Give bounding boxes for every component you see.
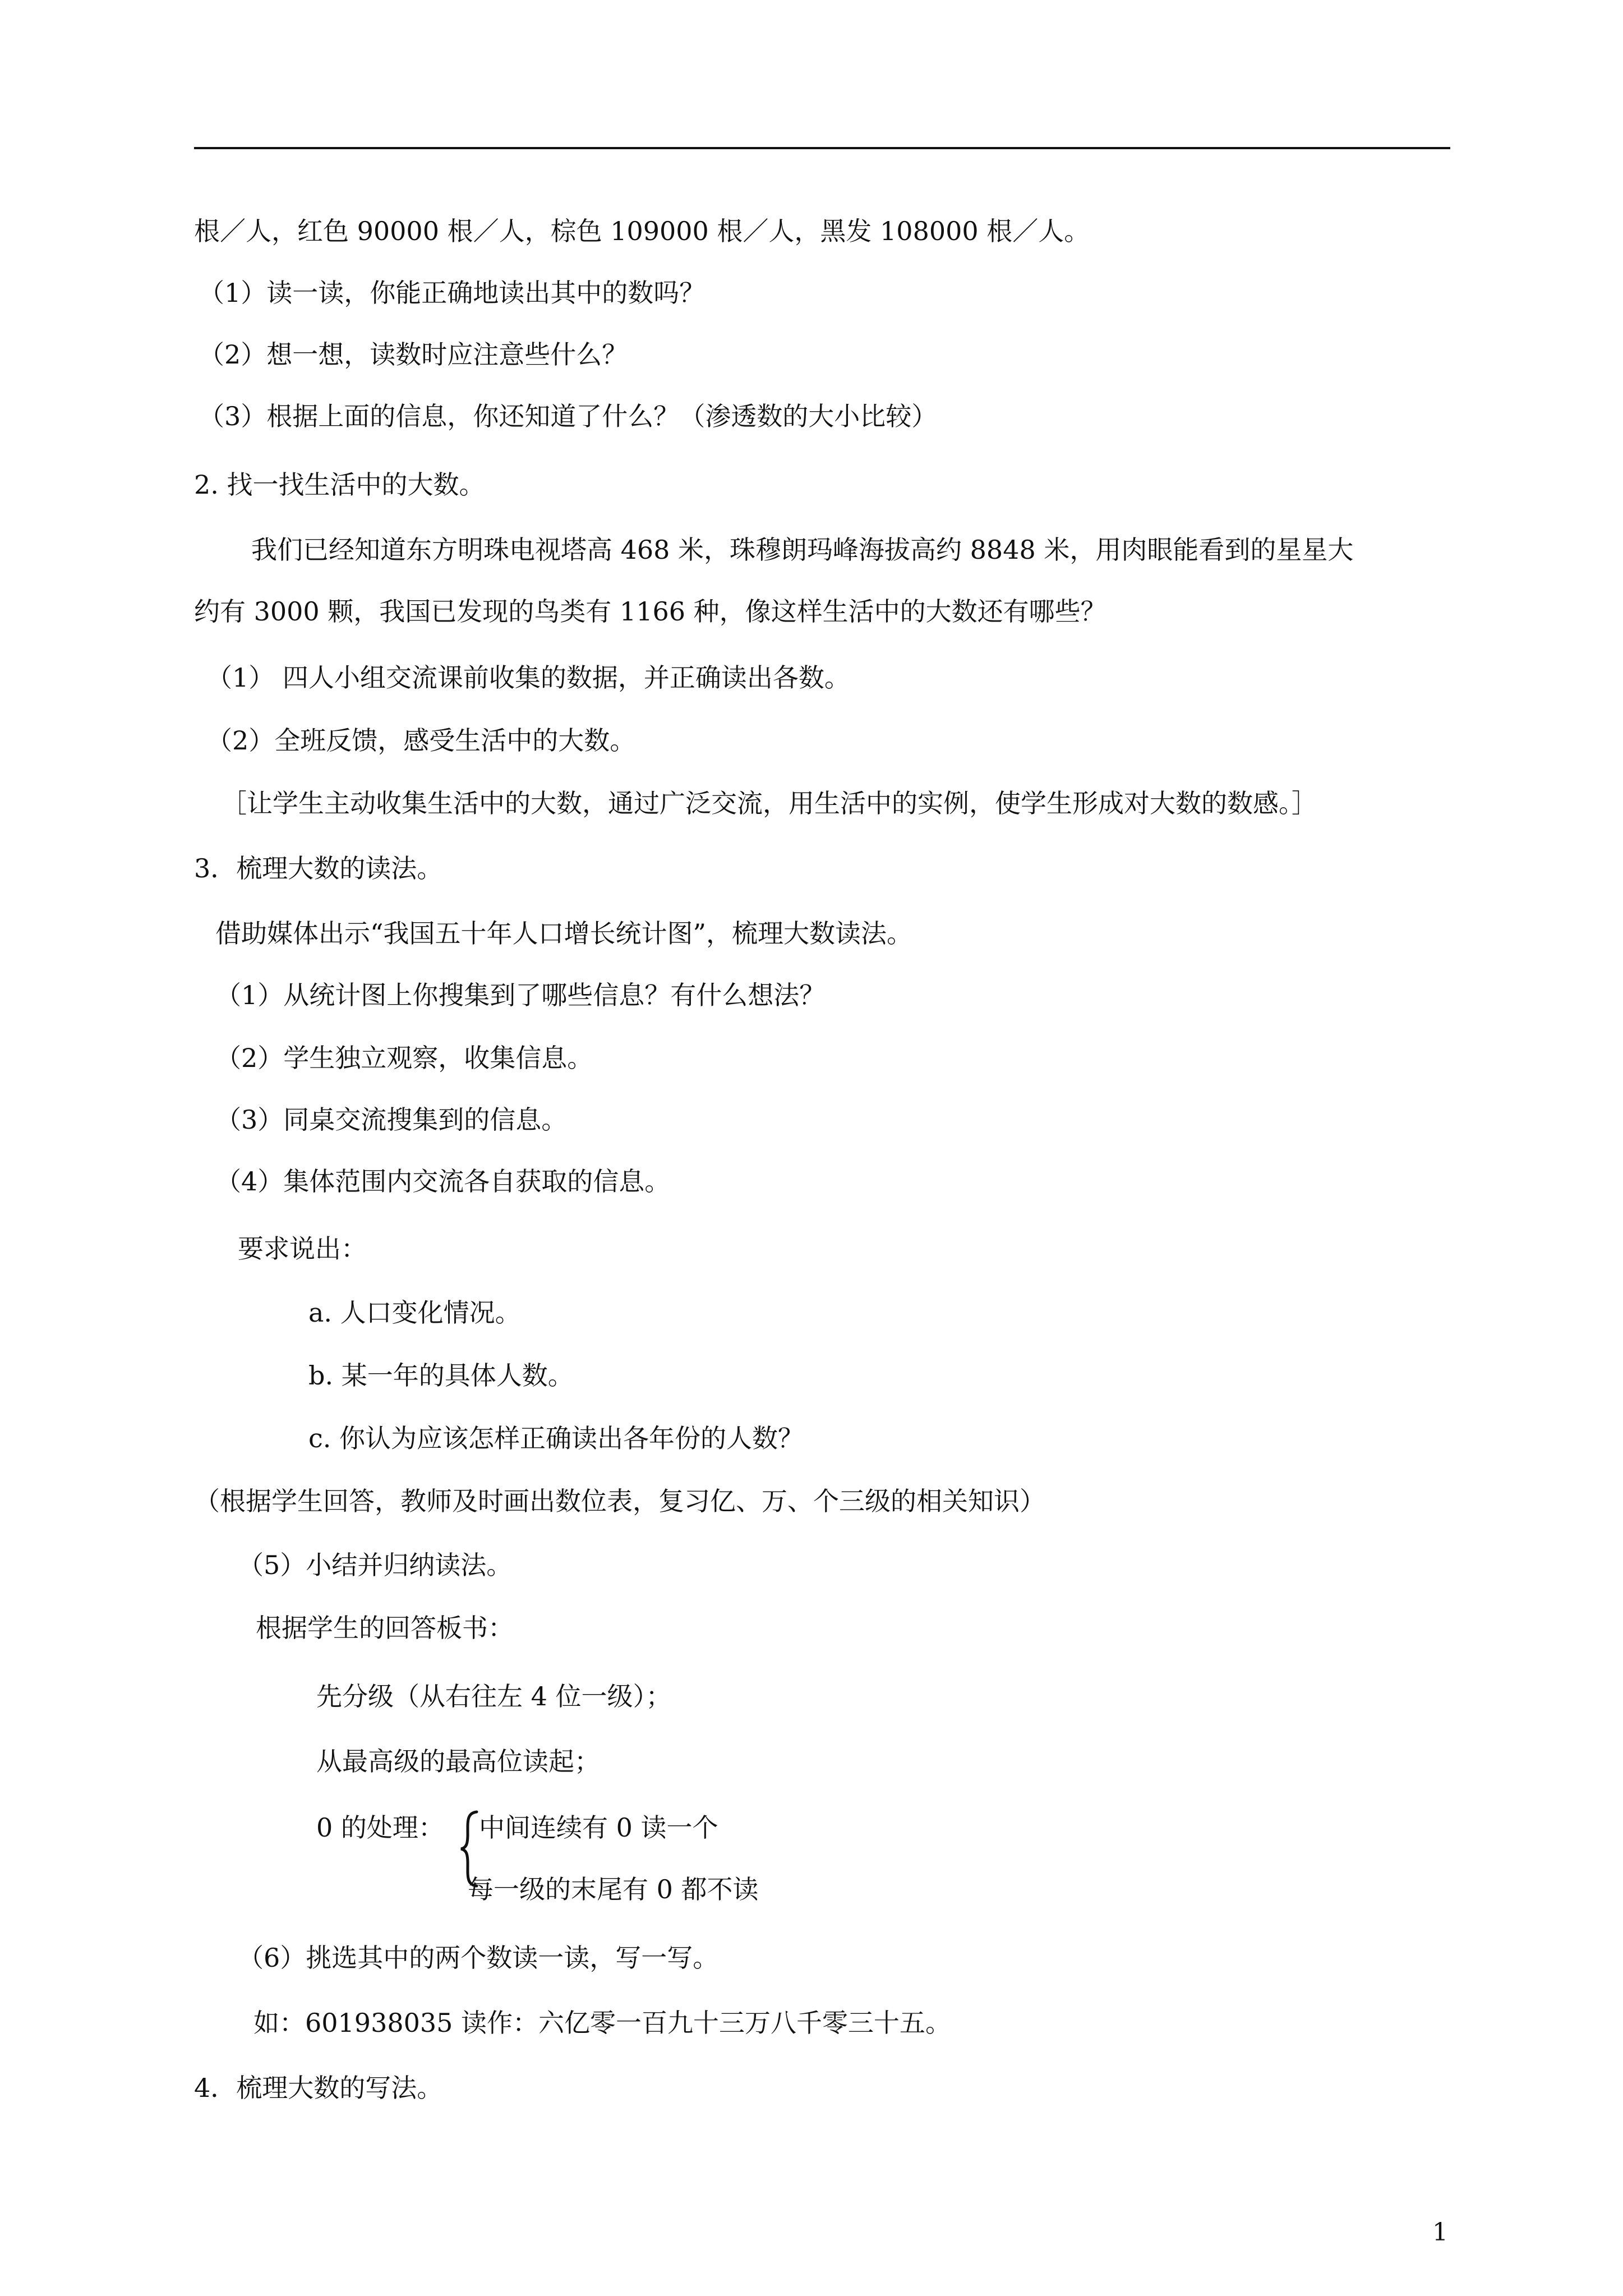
class-feedback-item: （2）全班反馈，感受生活中的大数。 bbox=[206, 725, 636, 756]
question-info: （3）根据上面的信息，你还知道了什么？（渗透数的大小比较） bbox=[199, 401, 938, 431]
requirement-c: c. 你认为应该怎样正确读出各年份的人数？ bbox=[308, 1423, 804, 1453]
teaching-note: ［让学生主动收集生活中的大数，通过广泛交流，用生活中的实例，使学生形成对大数的数感。］ bbox=[221, 788, 1317, 818]
step-3-item: （3）同桌交流搜集到的信息。 bbox=[215, 1105, 568, 1135]
board-writing-label: 根据学生的回答板书： bbox=[256, 1613, 514, 1643]
zero-rule-end: 每一级的末尾有 0 都不读 bbox=[468, 1874, 759, 1904]
section-2-heading: 2. 找一找生活中的大数。 bbox=[194, 470, 485, 500]
step-5-item: （5）小结并归纳读法。 bbox=[238, 1550, 513, 1580]
step-6-item: （6）挑选其中的两个数读一读，写一写。 bbox=[238, 1943, 719, 1973]
example-reading: 如：601938035 读作：六亿零一百九十三万八千零三十五。 bbox=[253, 2008, 952, 2038]
rule-grouping: 先分级（从右往左 4 位一级）； bbox=[316, 1681, 672, 1711]
question-read: （1）读一读，你能正确地读出其中的数吗？ bbox=[199, 278, 706, 308]
step-2-item: （2）学生独立观察，收集信息。 bbox=[215, 1043, 593, 1073]
step-4-item: （4）集体范围内交流各自获取的信息。 bbox=[215, 1166, 671, 1197]
hair-data-line: 根／人，红色 90000 根／人，棕色 109000 根／人，黑发 108000 根／人。 bbox=[194, 216, 1090, 246]
question-think: （2）想一想，读数时应注意些什么？ bbox=[199, 339, 628, 370]
section-3-heading: 3．梳理大数的读法。 bbox=[194, 853, 443, 884]
teacher-note-line: （根据学生回答，教师及时画出数位表，复习亿、万、个三级的相关知识） bbox=[194, 1486, 1045, 1516]
rule-zero-label: 0 的处理： bbox=[316, 1812, 444, 1843]
group-discussion-item: （1） 四人小组交流课前收集的数据，并正确读出各数。 bbox=[206, 662, 850, 693]
big-numbers-paragraph-line-2: 约有 3000 颗，我国已发现的鸟类有 1166 种，像这样生活中的大数还有哪些？ bbox=[194, 596, 1106, 627]
requirements-label: 要求说出： bbox=[238, 1234, 367, 1264]
rule-start: 从最高级的最高位读起； bbox=[316, 1746, 600, 1777]
step-1-item: （1）从统计图上你搜集到了哪些信息？有什么想法？ bbox=[215, 980, 826, 1010]
requirement-b: b. 某一年的具体人数。 bbox=[308, 1360, 574, 1391]
media-display-line: 借助媒体出示“我国五十年人口增长统计图”，梳理大数读法。 bbox=[215, 918, 913, 949]
header-rule bbox=[194, 147, 1450, 149]
big-numbers-paragraph-line-1: 我们已经知道东方明珠电视塔高 468 米，珠穆朗玛峰海拔高约 8848 米，用肉眼能看到的星星大 bbox=[251, 535, 1354, 565]
zero-rule-middle: 中间连续有 0 读一个 bbox=[479, 1812, 718, 1843]
page-number: 1 bbox=[1432, 2218, 1448, 2247]
requirement-a: a. 人口变化情况。 bbox=[308, 1297, 521, 1328]
section-4-heading: 4．梳理大数的写法。 bbox=[194, 2073, 443, 2103]
